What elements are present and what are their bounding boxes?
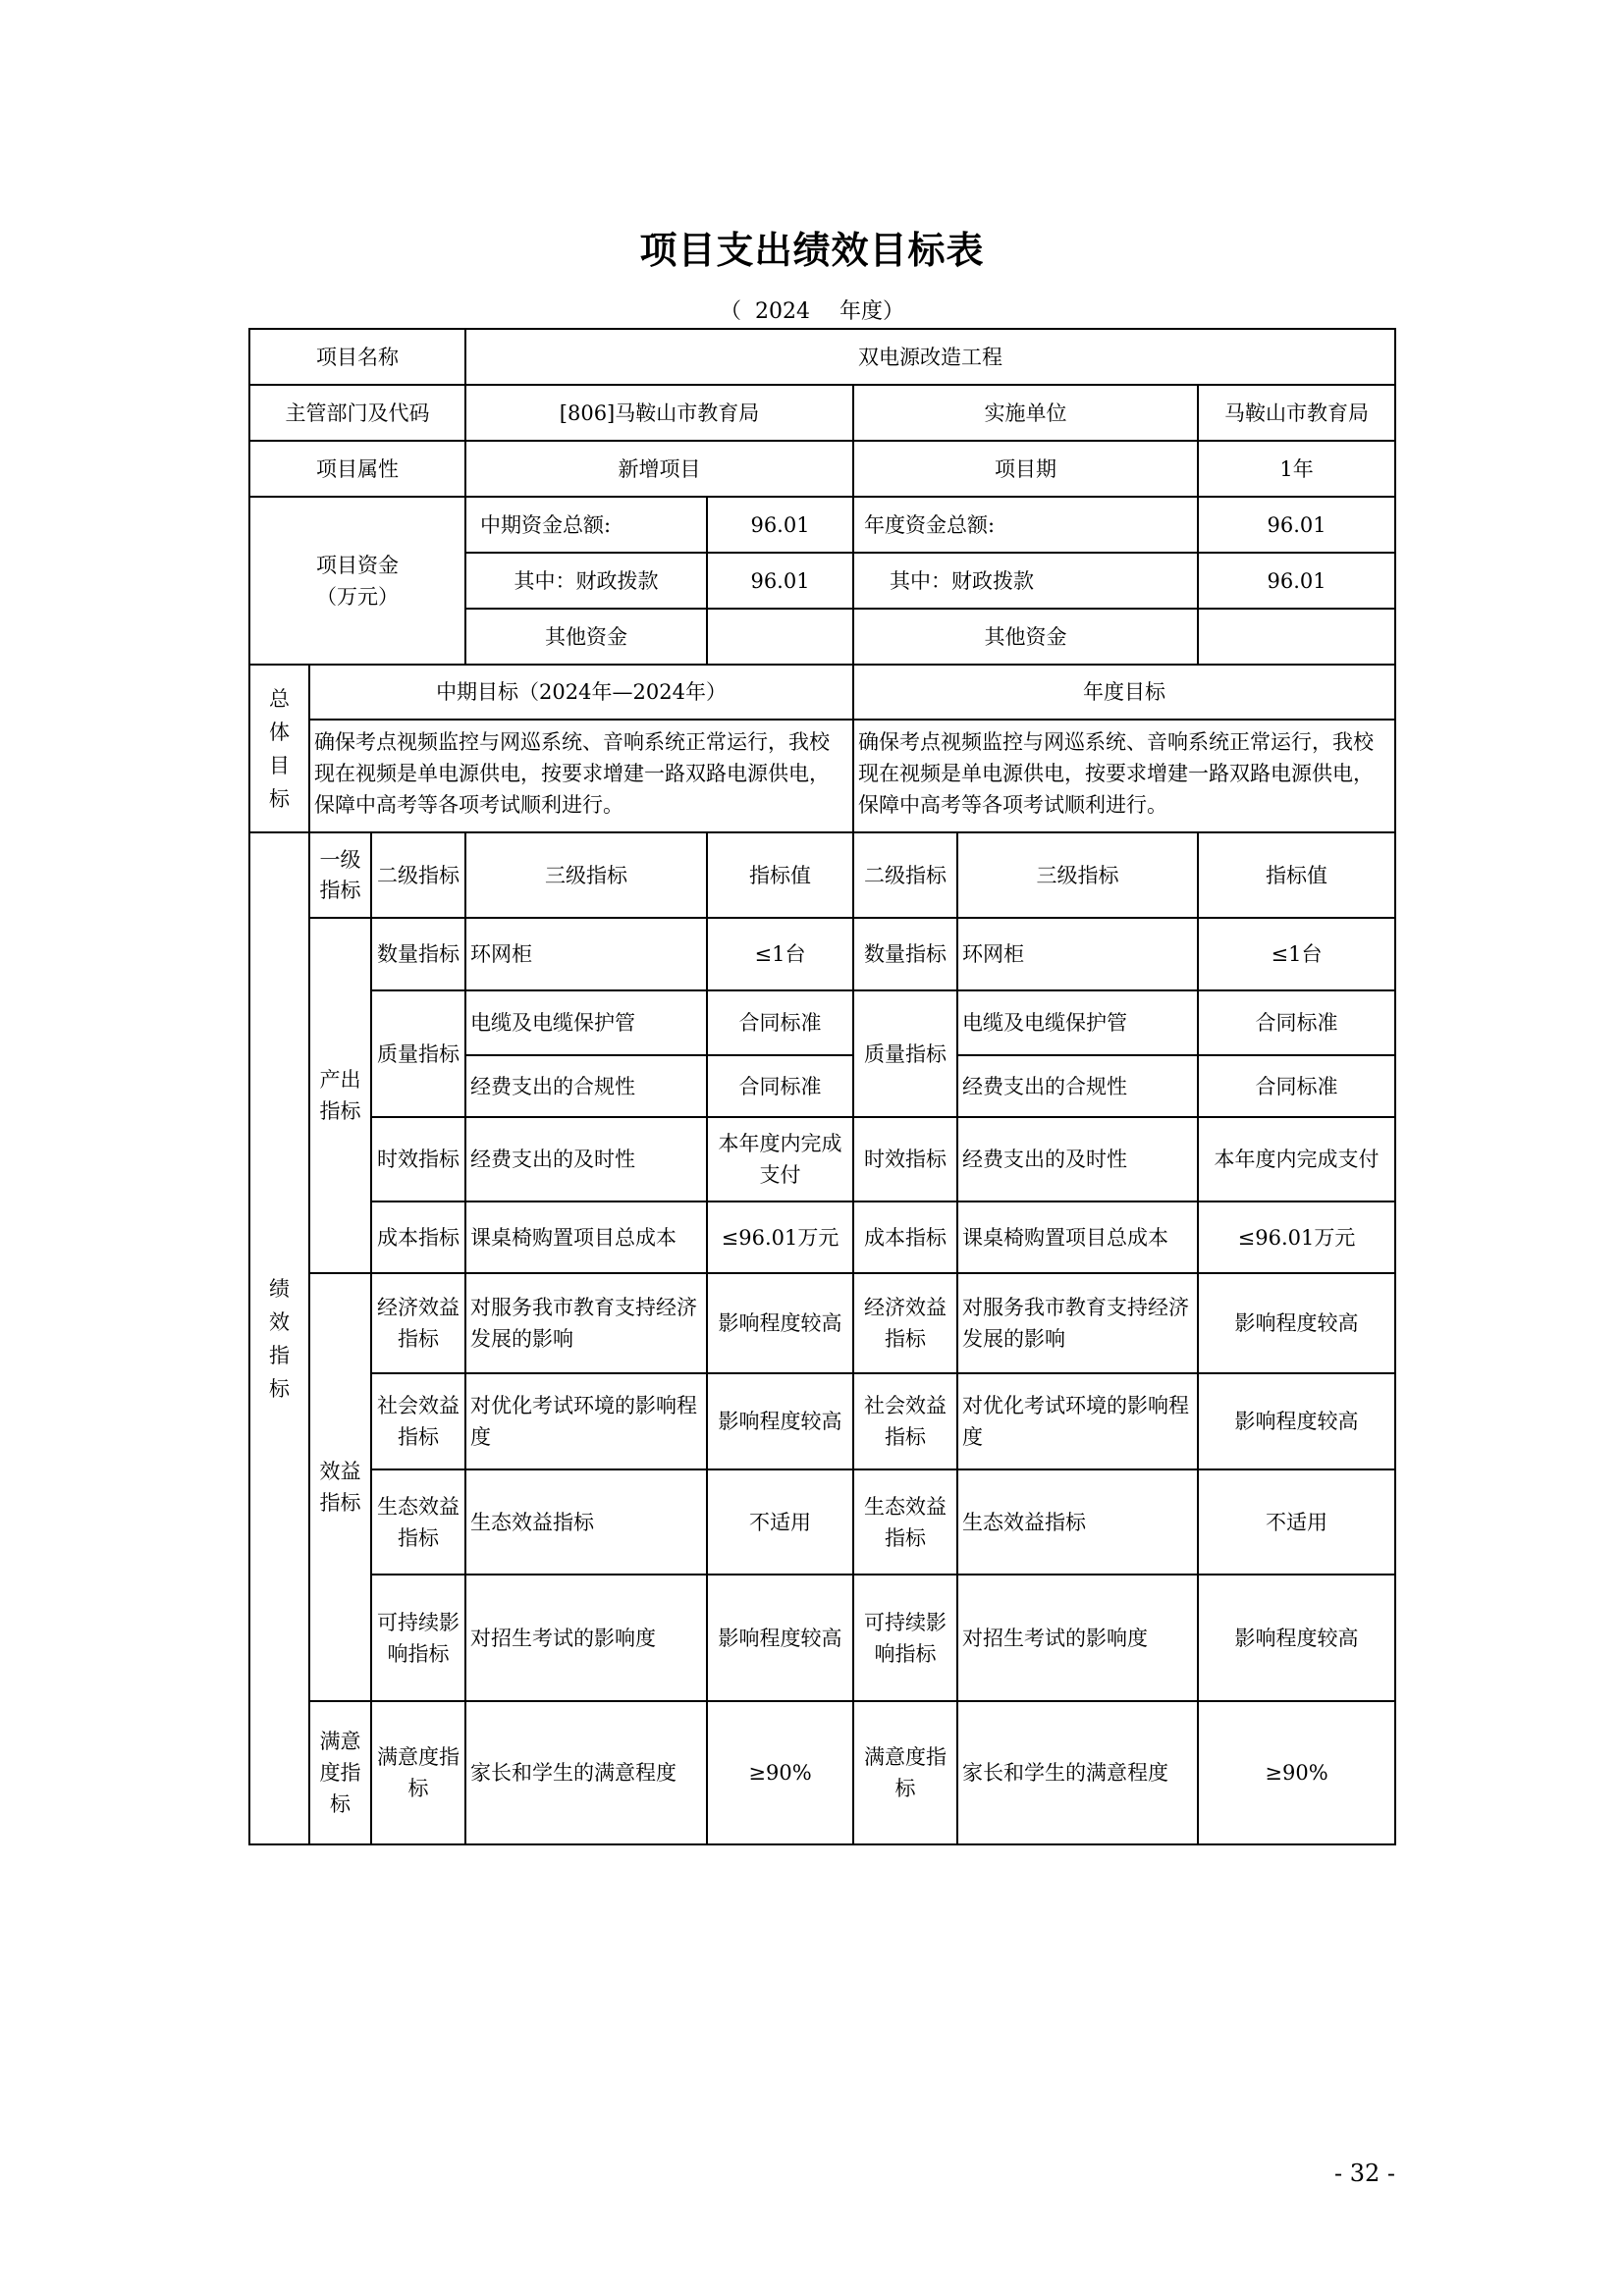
benefit-indicators-group: 效益指标 xyxy=(309,1273,371,1701)
implementing-unit-value: 马鞍山市教育局 xyxy=(1198,385,1395,441)
mid-other-label: 其他资金 xyxy=(465,609,707,665)
level2-cell: 生态效益指标 xyxy=(371,1469,465,1575)
year-fiscal-value: 96.01 xyxy=(1198,553,1395,609)
project-attribute-row xyxy=(249,441,1395,497)
year-level3-cell: 对服务我市教育支持经济发展的影响 xyxy=(957,1273,1198,1373)
year-level2-cell: 满意度指标 xyxy=(853,1701,957,1844)
department-value: [806]马鞍山市教育局 xyxy=(465,385,853,441)
year-level2-cell: 时效指标 xyxy=(853,1117,957,1201)
implementing-unit-label: 实施单位 xyxy=(853,385,1198,441)
mid-fiscal-value: 96.01 xyxy=(707,553,853,609)
value-cell: 影响程度较高 xyxy=(707,1273,853,1373)
year-level2-cell: 数量指标 xyxy=(853,918,957,990)
performance-indicators-label xyxy=(249,832,309,1844)
year-level2-cell: 经济效益指标 xyxy=(853,1273,957,1373)
year-other-label: 其他资金 xyxy=(853,609,1198,665)
year-level3-cell: 课桌椅购置项目总成本 xyxy=(957,1201,1198,1273)
level3-cell: 电缆及电缆保护管 xyxy=(465,990,707,1055)
table-row xyxy=(249,990,1395,1055)
mid-goal-header: 中期目标（2024年—2024年） xyxy=(309,665,853,720)
level2-header: 二级指标 xyxy=(371,832,465,918)
level3-cell: 对招生考试的影响度 xyxy=(465,1575,707,1701)
year-value-header: 指标值 xyxy=(1198,832,1395,918)
funds-total-row xyxy=(249,497,1395,553)
year-value-cell: 合同标准 xyxy=(1198,990,1395,1055)
level2-cell: 满意度指标 xyxy=(371,1701,465,1844)
year-level3-cell: 生态效益指标 xyxy=(957,1469,1198,1575)
fiscal-year-line xyxy=(0,294,1624,325)
value-cell: 影响程度较高 xyxy=(707,1373,853,1469)
funds-label xyxy=(249,497,465,665)
year-value-cell: 不适用 xyxy=(1198,1469,1395,1575)
year-level3-cell: 对优化考试环境的影响程度 xyxy=(957,1373,1198,1469)
year-value-cell: 影响程度较高 xyxy=(1198,1575,1395,1701)
value-cell: ≥90% xyxy=(707,1701,853,1844)
project-name-row xyxy=(249,329,1395,385)
level2-cell: 质量指标 xyxy=(371,990,465,1117)
year-level3-cell: 环网柜 xyxy=(957,918,1198,990)
year-other-value xyxy=(1198,609,1395,665)
table-row xyxy=(249,1273,1395,1373)
project-period-label: 项目期 xyxy=(853,441,1198,497)
year-level2-cell: 社会效益指标 xyxy=(853,1373,957,1469)
table-row xyxy=(249,1373,1395,1469)
value-cell: 合同标准 xyxy=(707,990,853,1055)
year-value-cell: ≤1台 xyxy=(1198,918,1395,990)
level3-header: 三级指标 xyxy=(465,832,707,918)
year-level3-cell: 经费支出的及时性 xyxy=(957,1117,1198,1201)
year-level2-cell: 成本指标 xyxy=(853,1201,957,1273)
year-level3-header: 三级指标 xyxy=(957,832,1198,918)
overall-goals-label-text: 总体目标 xyxy=(269,686,290,811)
level3-cell: 家长和学生的满意程度 xyxy=(465,1701,707,1844)
value-header: 指标值 xyxy=(707,832,853,918)
level3-cell: 经费支出的及时性 xyxy=(465,1117,707,1201)
year-level3-cell: 对招生考试的影响度 xyxy=(957,1575,1198,1701)
level3-cell: 对优化考试环境的影响程度 xyxy=(465,1373,707,1469)
year-level2-cell: 可持续影响指标 xyxy=(853,1575,957,1701)
performance-target-table xyxy=(248,328,1396,1845)
year-level3-cell: 家长和学生的满意程度 xyxy=(957,1701,1198,1844)
indicator-header-row xyxy=(249,832,1395,918)
level3-cell: 经费支出的合规性 xyxy=(465,1055,707,1117)
year-level3-cell: 经费支出的合规性 xyxy=(957,1055,1198,1117)
performance-indicators-label-text: 绩效指标 xyxy=(269,1276,290,1401)
table-row xyxy=(249,1201,1395,1273)
goals-header-row xyxy=(249,665,1395,720)
level3-cell: 对服务我市教育支持经济发展的影响 xyxy=(465,1273,707,1373)
year-level3-cell: 电缆及电缆保护管 xyxy=(957,990,1198,1055)
output-indicators-group: 产出指标 xyxy=(309,918,371,1273)
project-name-value: 双电源改造工程 xyxy=(465,329,1395,385)
level2-cell: 社会效益指标 xyxy=(371,1373,465,1469)
table-row xyxy=(249,1469,1395,1575)
level1-header: 一级指标 xyxy=(309,832,371,918)
value-cell: ≤96.01万元 xyxy=(707,1201,853,1273)
page-number: - 32 - xyxy=(1333,2160,1395,2187)
table-row xyxy=(249,918,1395,990)
year-level2-cell: 生态效益指标 xyxy=(853,1469,957,1575)
fiscal-year: 2024 xyxy=(755,299,810,324)
year-value-cell: ≤96.01万元 xyxy=(1198,1201,1395,1273)
year-value-cell: ≥90% xyxy=(1198,1701,1395,1844)
year-goal-header: 年度目标 xyxy=(853,665,1395,720)
goals-text-row xyxy=(249,720,1395,832)
table-row xyxy=(249,1117,1395,1201)
table-row xyxy=(249,1575,1395,1701)
level2-cell: 可持续影响指标 xyxy=(371,1575,465,1701)
year-goal-text: 确保考点视频监控与网巡系统、音响系统正常运行，我校现在视频是单电源供电，按要求增建一路双路电源供电，保障中高考等各项考试顺利进行。 xyxy=(853,720,1395,832)
table-row xyxy=(249,1701,1395,1844)
mid-other-value xyxy=(707,609,853,665)
level2-cell: 成本指标 xyxy=(371,1201,465,1273)
level2-cell: 数量指标 xyxy=(371,918,465,990)
level2-cell: 时效指标 xyxy=(371,1117,465,1201)
funds-label-line1: 项目资金 xyxy=(316,553,399,577)
year-open: （ xyxy=(719,299,741,324)
year-total-value: 96.01 xyxy=(1198,497,1395,553)
year-value-cell: 本年度内完成支付 xyxy=(1198,1117,1395,1201)
project-attribute-value: 新增项目 xyxy=(465,441,853,497)
overall-goals-label xyxy=(249,665,309,832)
project-name-label: 项目名称 xyxy=(249,329,465,385)
level3-cell: 课桌椅购置项目总成本 xyxy=(465,1201,707,1273)
value-cell: 合同标准 xyxy=(707,1055,853,1117)
year-unit: 年度） xyxy=(839,299,905,324)
year-total-label: 年度资金总额: xyxy=(853,497,1198,553)
department-label: 主管部门及代码 xyxy=(249,385,465,441)
year-value-cell: 合同标准 xyxy=(1198,1055,1395,1117)
year-fiscal-label: 其中：财政拨款 xyxy=(853,553,1198,609)
year-value-cell: 影响程度较高 xyxy=(1198,1273,1395,1373)
satisfaction-indicators-group: 满意度指标 xyxy=(309,1701,371,1844)
level2-cell: 经济效益指标 xyxy=(371,1273,465,1373)
year-level2-header: 二级指标 xyxy=(853,832,957,918)
project-period-value: 1年 xyxy=(1198,441,1395,497)
value-cell: 不适用 xyxy=(707,1469,853,1575)
mid-goal-text: 确保考点视频监控与网巡系统、音响系统正常运行，我校现在视频是单电源供电，按要求增建一路双路电源供电，保障中高考等各项考试顺利进行。 xyxy=(309,720,853,832)
document-title: 项目支出绩效目标表 xyxy=(639,229,985,272)
value-cell: 影响程度较高 xyxy=(707,1575,853,1701)
value-cell: ≤1台 xyxy=(707,918,853,990)
mid-fiscal-label: 其中：财政拨款 xyxy=(465,553,707,609)
project-attribute-label: 项目属性 xyxy=(249,441,465,497)
mid-total-label: 中期资金总额: xyxy=(465,497,707,553)
level3-cell: 生态效益指标 xyxy=(465,1469,707,1575)
mid-total-value: 96.01 xyxy=(707,497,853,553)
year-level2-cell: 质量指标 xyxy=(853,990,957,1117)
department-row xyxy=(249,385,1395,441)
year-value-cell: 影响程度较高 xyxy=(1198,1373,1395,1469)
funds-label-line2: （万元） xyxy=(316,584,399,609)
value-cell: 本年度内完成支付 xyxy=(707,1117,853,1201)
level3-cell: 环网柜 xyxy=(465,918,707,990)
